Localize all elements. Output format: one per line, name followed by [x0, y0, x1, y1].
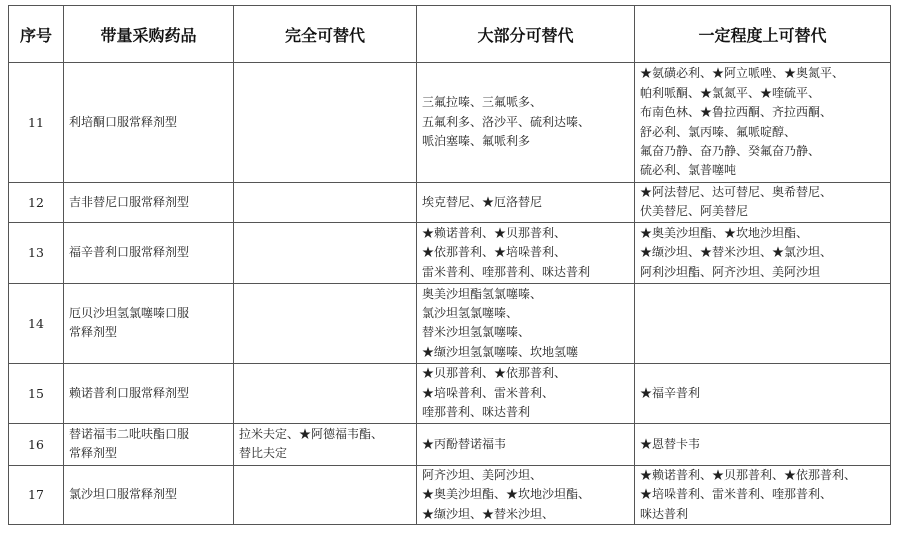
cell-line: 阿齐沙坦、美阿沙坦、: [422, 467, 543, 482]
table-row: [9, 363, 891, 423]
cell-line: 埃克替尼、★厄洛替尼: [422, 194, 543, 209]
table-row: [9, 465, 891, 524]
cell-line: 奥美沙坦酯氢氯噻嗪、: [422, 286, 543, 301]
full-substitute-cell: [234, 63, 417, 183]
table-row: [9, 222, 891, 283]
header-drug: 带量采购药品: [64, 6, 234, 63]
drug-name-cell: [64, 465, 234, 524]
table-row: [9, 63, 891, 183]
cell-line: 常释剂型: [69, 325, 118, 340]
cell-line: 替比夫定: [239, 446, 288, 461]
cell-line: ★贝那普利、★依那普利、: [422, 366, 567, 381]
full-substitute-cell: [234, 363, 417, 423]
cell-line: ★赖诺普利、★贝那普利、★依那普利、: [640, 467, 857, 482]
row-number: 12: [9, 183, 64, 223]
cell-text: [422, 466, 629, 524]
row-number: 16: [9, 423, 64, 465]
cell-line: ★奥美沙坦酯、★坎地沙坦酯、: [422, 487, 591, 502]
partial-substitute-cell: [635, 63, 891, 183]
full-substitute-cell: [234, 465, 417, 524]
header-no: 序号: [9, 6, 64, 63]
cell-line: 吉非替尼口服常释剂型: [69, 194, 190, 209]
cell-line: ★缬沙坦氢氯噻嗪、坎地氢噻: [422, 344, 579, 359]
partial-substitute-cell: [635, 183, 891, 223]
cell-text: [69, 243, 228, 262]
cell-text: [422, 435, 629, 454]
most-substitute-cell: [417, 423, 635, 465]
row-number: 15: [9, 363, 64, 423]
cell-text: [422, 224, 629, 282]
cell-line: 五氟利多、洛沙平、硫利达嗪、: [422, 114, 591, 129]
cell-line: 帕利哌酮、★氯氮平、★喹硫平、: [640, 85, 821, 100]
partial-substitute-cell: [635, 222, 891, 283]
full-substitute-cell: [234, 183, 417, 223]
cell-line: 喹那普利、咪达普利: [422, 405, 531, 420]
cell-line: 雷米普利、喹那普利、咪达普利: [422, 264, 591, 279]
drug-name-cell: [64, 283, 234, 363]
table-row: [9, 283, 891, 363]
cell-line: 布南色林、★鲁拉西酮、齐拉西酮、: [640, 105, 833, 120]
cell-text: [422, 93, 629, 151]
drug-name-cell: [64, 63, 234, 183]
drug-substitution-table: [8, 5, 891, 525]
row-number: 14: [9, 283, 64, 363]
cell-text: [69, 485, 228, 504]
cell-line: 福辛普利口服常释剂型: [69, 245, 190, 260]
cell-line: 厄贝沙坦氢氯噻嗪口服: [69, 305, 190, 320]
most-substitute-cell: [417, 283, 635, 363]
cell-line: ★缬沙坦、★替米沙坦、★氯沙坦、: [640, 245, 833, 260]
cell-text: [422, 364, 629, 422]
cell-line: ★缬沙坦、★替米沙坦、: [422, 506, 555, 521]
table-row: [9, 423, 891, 465]
cell-line: 氟奋乃静、奋乃静、癸氟奋乃静、: [640, 143, 821, 158]
cell-line: 氯沙坦口服常释剂型: [69, 487, 178, 502]
cell-line: 氯沙坦氢氯噻嗪、: [422, 305, 519, 320]
cell-line: ★培哚普利、雷米普利、喹那普利、: [640, 487, 833, 502]
cell-line: 伏美替尼、阿美替尼: [640, 204, 749, 219]
cell-line: ★福辛普利: [640, 385, 701, 400]
most-substitute-cell: [417, 63, 635, 183]
cell-line: 阿利沙坦酯、阿齐沙坦、美阿沙坦: [640, 264, 821, 279]
cell-line: 拉米夫定、★阿德福韦酯、: [239, 426, 384, 441]
cell-line: 舒必利、氯丙嗪、氟哌啶醇、: [640, 124, 797, 139]
cell-line: ★氨磺必利、★阿立哌唑、★奥氮平、: [640, 66, 845, 81]
most-substitute-cell: [417, 183, 635, 223]
cell-text: [640, 64, 885, 180]
cell-text: [640, 384, 885, 403]
cell-line: 哌泊塞嗪、氟哌利多: [422, 134, 531, 149]
full-substitute-cell: [234, 423, 417, 465]
partial-substitute-cell: [635, 363, 891, 423]
cell-text: [640, 183, 885, 222]
partial-substitute-cell: [635, 423, 891, 465]
cell-text: [69, 425, 228, 464]
header-partial: 一定程度上可替代: [635, 6, 891, 63]
cell-text: [422, 193, 629, 212]
partial-substitute-cell: [635, 465, 891, 524]
cell-text: [640, 466, 885, 524]
table-row: [9, 183, 891, 223]
drug-name-cell: [64, 363, 234, 423]
cell-line: 三氟拉嗪、三氟哌多、: [422, 95, 543, 110]
drug-name-cell: [64, 423, 234, 465]
drug-name-cell: [64, 222, 234, 283]
most-substitute-cell: [417, 222, 635, 283]
row-number: 13: [9, 222, 64, 283]
cell-text: [69, 304, 228, 343]
cell-text: [239, 425, 411, 464]
cell-text: [640, 435, 885, 454]
cell-text: [69, 113, 228, 132]
header-most: 大部分可替代: [417, 6, 635, 63]
cell-text: [422, 285, 629, 363]
cell-text: [69, 193, 228, 212]
table-body: [9, 63, 891, 525]
cell-line: 咪达普利: [640, 506, 689, 521]
full-substitute-cell: [234, 222, 417, 283]
cell-line: ★奥美沙坦酯、★坎地沙坦酯、: [640, 225, 809, 240]
cell-line: ★赖诺普利、★贝那普利、: [422, 225, 567, 240]
partial-substitute-cell: [635, 283, 891, 363]
cell-line: 利培酮口服常释剂型: [69, 114, 178, 129]
drug-name-cell: [64, 183, 234, 223]
cell-line: 替诺福韦二吡呋酯口服: [69, 426, 190, 441]
cell-line: ★培哚普利、雷米普利、: [422, 385, 555, 400]
row-number: 11: [9, 63, 64, 183]
header-row: [9, 6, 891, 63]
most-substitute-cell: [417, 465, 635, 524]
cell-line: ★阿法替尼、达可替尼、奥希替尼、: [640, 185, 833, 199]
cell-line: ★丙酚替诺福韦: [422, 436, 507, 451]
cell-text: [69, 384, 228, 403]
cell-line: 硫必利、氯普噻吨: [640, 163, 737, 178]
cell-line: 替米沙坦氢氯噻嗪、: [422, 325, 531, 340]
cell-line: 赖诺普利口服常释剂型: [69, 385, 190, 400]
most-substitute-cell: [417, 363, 635, 423]
cell-text: [640, 224, 885, 282]
cell-line: ★依那普利、★培哚普利、: [422, 245, 567, 260]
cell-line: 常释剂型: [69, 446, 118, 461]
header-full: 完全可替代: [234, 6, 417, 63]
row-number: 17: [9, 465, 64, 524]
full-substitute-cell: [234, 283, 417, 363]
cell-line: ★恩替卡韦: [640, 436, 701, 451]
